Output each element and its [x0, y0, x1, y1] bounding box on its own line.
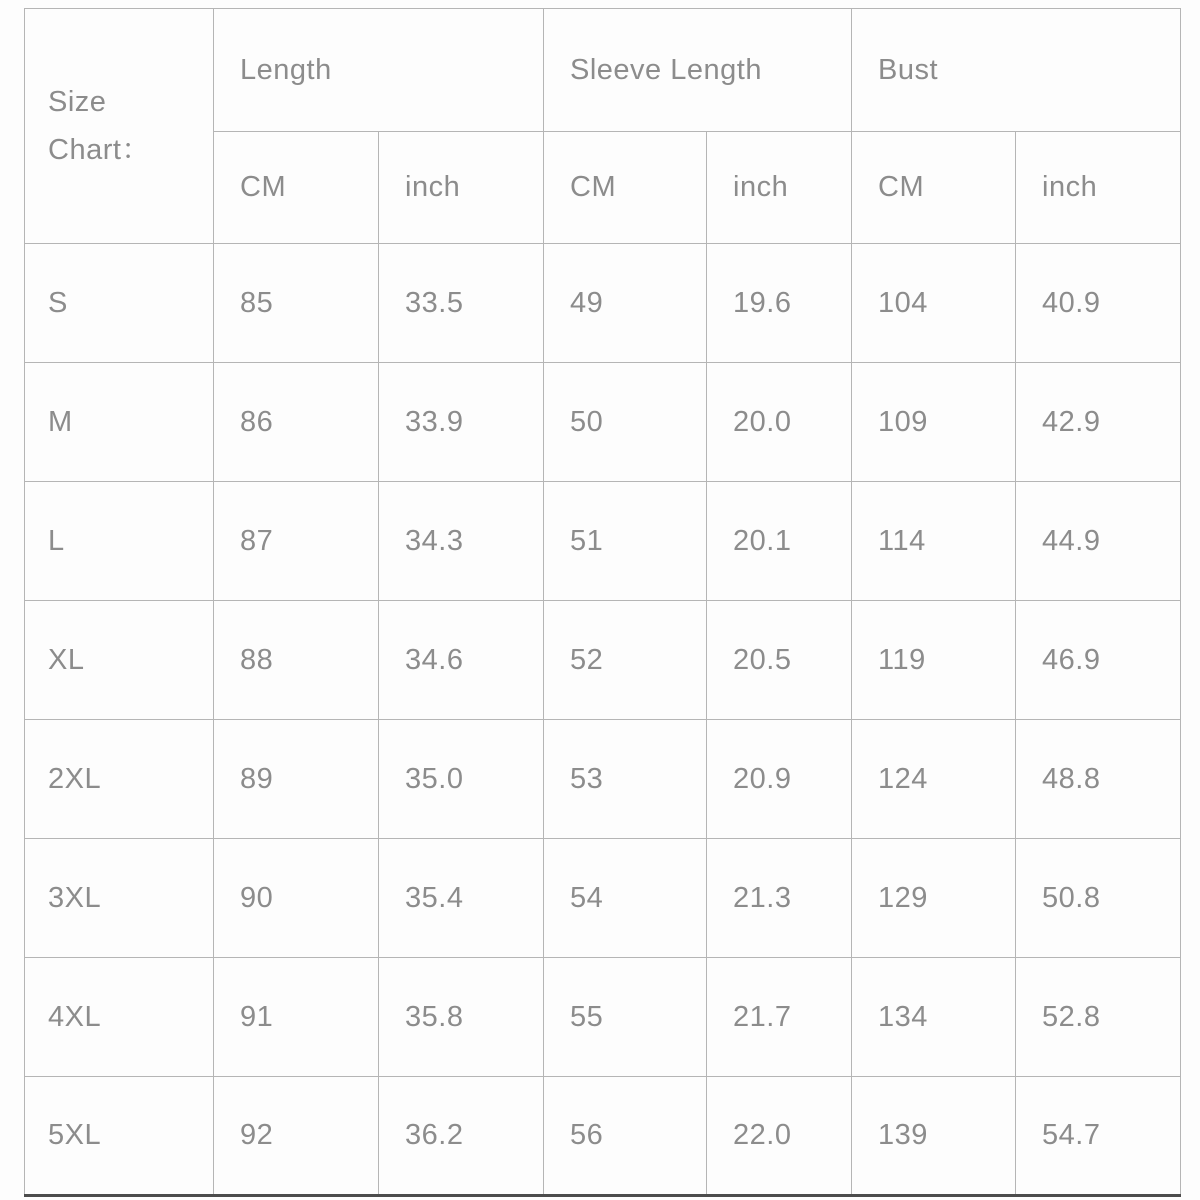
length-inch: 35.4 — [379, 839, 544, 958]
length-inch: 33.9 — [379, 363, 544, 482]
length-inch: 34.3 — [379, 482, 544, 601]
size-label: 3XL — [25, 839, 214, 958]
length-cm: 88 — [214, 601, 379, 720]
bust-cm: 134 — [852, 958, 1016, 1077]
table-row-5xl — [25, 1077, 1181, 1196]
length-cm: 91 — [214, 958, 379, 1077]
sleeve-inch: 20.0 — [707, 363, 852, 482]
length-cm: 89 — [214, 720, 379, 839]
table-row-m — [25, 363, 1181, 482]
sleeve-inch: 19.6 — [707, 244, 852, 363]
size-label: S — [25, 244, 214, 363]
sleeve-cm: 50 — [544, 363, 707, 482]
corner-label-line2: Chart： — [48, 134, 151, 166]
unit-header-sleeve-cm: CM — [544, 132, 707, 244]
size-label: XL — [25, 601, 214, 720]
sleeve-cm: 55 — [544, 958, 707, 1077]
bust-inch: 50.8 — [1016, 839, 1181, 958]
unit-header-length-inch: inch — [379, 132, 544, 244]
length-cm: 85 — [214, 244, 379, 363]
table-row-3xl — [25, 839, 1181, 958]
bust-cm: 104 — [852, 244, 1016, 363]
bust-cm: 114 — [852, 482, 1016, 601]
size-chart-corner-cell — [25, 9, 214, 244]
sleeve-inch: 21.7 — [707, 958, 852, 1077]
unit-header-length-cm: CM — [214, 132, 379, 244]
size-label: 5XL — [25, 1077, 214, 1196]
bust-cm: 139 — [852, 1077, 1016, 1196]
sleeve-cm: 54 — [544, 839, 707, 958]
bust-inch: 40.9 — [1016, 244, 1181, 363]
corner-label-line1: Size — [48, 86, 107, 118]
column-group-bust: Bust — [852, 9, 1181, 132]
bust-cm: 119 — [852, 601, 1016, 720]
length-inch: 36.2 — [379, 1077, 544, 1196]
bust-cm: 109 — [852, 363, 1016, 482]
bust-inch: 52.8 — [1016, 958, 1181, 1077]
length-cm: 87 — [214, 482, 379, 601]
length-cm: 92 — [214, 1077, 379, 1196]
unit-header-bust-inch: inch — [1016, 132, 1181, 244]
table-row-2xl — [25, 720, 1181, 839]
sleeve-cm: 53 — [544, 720, 707, 839]
length-inch: 35.8 — [379, 958, 544, 1077]
sleeve-cm: 52 — [544, 601, 707, 720]
bust-inch: 54.7 — [1016, 1077, 1181, 1196]
column-group-sleeve-length: Sleeve Length — [544, 9, 852, 132]
bust-inch: 44.9 — [1016, 482, 1181, 601]
bust-cm: 129 — [852, 839, 1016, 958]
size-label: M — [25, 363, 214, 482]
unit-header-bust-cm: CM — [852, 132, 1016, 244]
sleeve-inch: 21.3 — [707, 839, 852, 958]
table-row-xl — [25, 601, 1181, 720]
bust-inch: 46.9 — [1016, 601, 1181, 720]
bust-cm: 124 — [852, 720, 1016, 839]
sleeve-inch: 22.0 — [707, 1077, 852, 1196]
bust-inch: 42.9 — [1016, 363, 1181, 482]
table-row-4xl — [25, 958, 1181, 1077]
table-row-l — [25, 482, 1181, 601]
sleeve-inch: 20.9 — [707, 720, 852, 839]
sleeve-inch: 20.1 — [707, 482, 852, 601]
size-label: 2XL — [25, 720, 214, 839]
size-label: L — [25, 482, 214, 601]
length-inch: 35.0 — [379, 720, 544, 839]
sleeve-cm: 51 — [544, 482, 707, 601]
length-cm: 86 — [214, 363, 379, 482]
length-inch: 33.5 — [379, 244, 544, 363]
length-cm: 90 — [214, 839, 379, 958]
bust-inch: 48.8 — [1016, 720, 1181, 839]
column-group-length: Length — [214, 9, 544, 132]
sleeve-cm: 56 — [544, 1077, 707, 1196]
size-chart-table — [24, 8, 1181, 1197]
unit-header-sleeve-inch: inch — [707, 132, 852, 244]
length-inch: 34.6 — [379, 601, 544, 720]
size-label: 4XL — [25, 958, 214, 1077]
sleeve-inch: 20.5 — [707, 601, 852, 720]
table-row-s — [25, 244, 1181, 363]
sleeve-cm: 49 — [544, 244, 707, 363]
header-group-row — [25, 9, 1181, 132]
